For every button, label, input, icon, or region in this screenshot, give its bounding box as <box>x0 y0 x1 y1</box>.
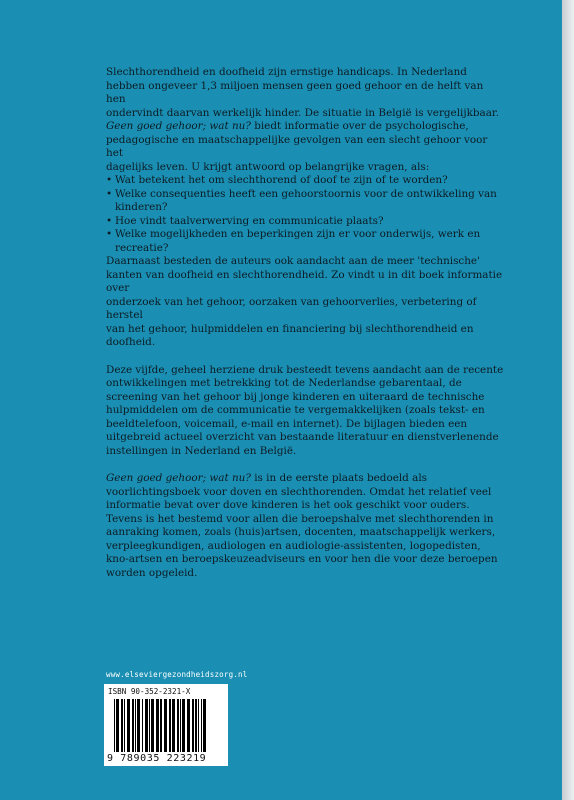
paragraph-audience: Geen goed gehoor; wat nu? is in de eerste plaats bedoeld als voorlichtingsboek voor doven en slechthorenden. Omdat het relatief veel informatie bevat over dove kinderen is het ook geschikt voor ouders. Tevens is het bestemd voor allen die beroepshalve met slechthorenden in aanraking komen, zoals (huis)artsen, docenten, maatschappelijk werkers, verpleegkundigen, audiologen en audiologie-assistenten, logopedisten, kno-artsen en beroepskeuzeadviseurs en voor hen die voor deze beroepen worden opgeleid. <box>106 472 498 579</box>
barcode-bar <box>132 699 134 752</box>
book-title-italic: Geen goed gehoor; wat nu? <box>106 120 251 132</box>
paragraph-technical: Daarnaast besteden de auteurs ook aandacht aan de meer 'technische' kanten van doofheid en slechthorendheid. Zo vindt u in dit boek informatie over onderzoek van het gehoor, oorzaken van gehoorverlies, verbetering of herstel van het gehoor, hulpmiddelen en financiering bij slechthorendheid en doofheid. <box>106 255 503 348</box>
barcode-bar <box>203 699 206 752</box>
barcode-bar <box>145 699 148 752</box>
text-line: Slechthorendheid en doofheid zijn ernstige handicaps. In Nederland <box>106 66 467 78</box>
page-edge <box>562 0 574 800</box>
text-line: dagelijks leven. U krijgt antwoord op belangrijke vragen, als: <box>106 160 430 173</box>
barcode-bar <box>121 699 123 752</box>
barcode-bar <box>151 699 154 752</box>
barcode-bar <box>124 699 125 752</box>
barcode-bar <box>201 699 202 752</box>
text-line: hebben ongeveer 1,3 miljoen mensen geen goed gehoor en de helft van hen <box>106 79 484 105</box>
barcode-bar <box>192 699 194 752</box>
list-item: • Welke mogelijkheden en beperkingen zijn er voor onderwijs, werk en recreatie? <box>106 228 504 255</box>
barcode-bar <box>182 699 185 752</box>
text-line: biedt informatie over de psychologische, <box>250 120 469 132</box>
blurb <box>106 66 504 580</box>
barcode-bar <box>172 699 175 752</box>
isbn-barcode-block <box>104 684 228 766</box>
barcode-bar <box>135 699 136 752</box>
paragraph-intro <box>106 66 504 174</box>
barcode-bar <box>116 699 119 752</box>
barcode-digits: 9 789035 223219 <box>107 753 207 764</box>
barcode-bar <box>164 699 167 752</box>
barcode-bar <box>187 699 190 752</box>
list-item: • Welke consequenties heeft een gehoorstoornis voor de ontwikkeling van kinderen? <box>106 188 504 215</box>
barcode-bar <box>142 699 143 752</box>
barcode-bar <box>180 699 181 752</box>
isbn-label: ISBN 90-352-2321-X <box>108 687 191 696</box>
barcode-bar <box>137 699 140 752</box>
barcode-bar <box>149 699 150 752</box>
barcode-bar <box>195 699 197 752</box>
paragraph-edition: Deze vijfde, geheel herziene druk besteedt tevens aandacht aan de recente ontwikkelingen met betrekking tot de Nederlandse gebarentaal, de screening van het gehoor bij jonge kinderen en uiteraard de technische hulpmiddelen om de communicatie te vergemakkelijken (zoals tekst- en beeldtelefoon, voicemail, e-mail en internet). De bijlagen bieden een uitgebreid actueel overzicht van bestaande literatuur en dienstverlenende instellingen in Nederland en België. <box>106 363 504 457</box>
list-item: • Hoe vindt taalverwerving en communicatie plaats? <box>106 215 504 229</box>
list-item: • Wat betekent het om slechthorend of doof te zijn of te worden? <box>106 174 504 188</box>
barcode-bar <box>177 699 179 752</box>
publisher-website: www.elseviergezondheidszorg.nl <box>106 670 248 679</box>
barcode-bar <box>156 699 159 752</box>
text-line: ondervindt daarvan werkelijk hinder. De situatie in België is vergelijkbaar. <box>106 106 500 119</box>
question-list <box>106 174 504 255</box>
barcode-image <box>114 699 220 752</box>
barcode-bar <box>114 699 115 752</box>
barcode-bar <box>198 699 199 752</box>
text-line: pedagogische en maatschappelijke gevolgen van een slecht gehoor voor het <box>106 133 488 159</box>
barcode-bar <box>160 699 162 752</box>
barcode-bar <box>127 699 130 752</box>
barcode-bar <box>169 699 171 752</box>
book-title-italic: Geen goed gehoor; wat nu? <box>106 472 251 484</box>
